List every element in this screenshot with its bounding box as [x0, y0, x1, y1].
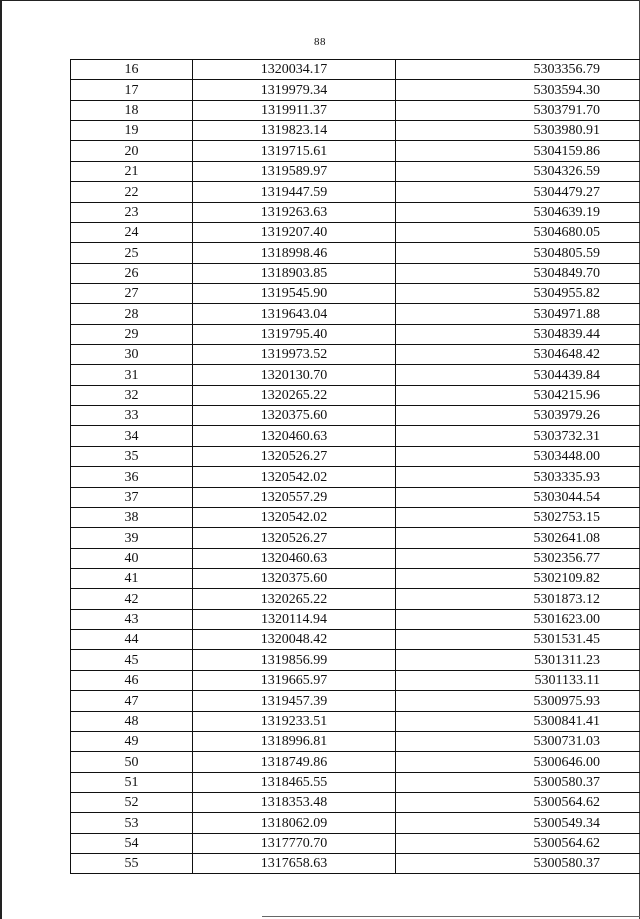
- point-number-cell: 38: [71, 507, 193, 527]
- y-coordinate-cell: 5303335.93: [396, 467, 640, 487]
- y-coordinate-cell: 5301133.11: [396, 670, 640, 690]
- table-row: [71, 345, 640, 365]
- table-row: [71, 487, 640, 507]
- point-number-cell: 31: [71, 365, 193, 385]
- table-row: [71, 630, 640, 650]
- point-number-cell: 20: [71, 141, 193, 161]
- y-coordinate-cell: 5300549.34: [396, 813, 640, 833]
- x-coordinate-cell: 1320034.17: [193, 60, 396, 80]
- x-coordinate-cell: 1320460.63: [193, 426, 396, 446]
- point-number-cell: 34: [71, 426, 193, 446]
- x-coordinate-cell: 1318749.86: [193, 752, 396, 772]
- y-coordinate-cell: 5303044.54: [396, 487, 640, 507]
- x-coordinate-cell: 1320557.29: [193, 487, 396, 507]
- point-number-cell: 26: [71, 263, 193, 283]
- y-coordinate-cell: 5304805.59: [396, 243, 640, 263]
- y-coordinate-cell: 5301531.45: [396, 630, 640, 650]
- table-row: [71, 528, 640, 548]
- coordinates-table-body: [71, 60, 640, 874]
- point-number-cell: 30: [71, 345, 193, 365]
- x-coordinate-cell: 1320265.22: [193, 589, 396, 609]
- y-coordinate-cell: 5303732.31: [396, 426, 640, 446]
- x-coordinate-cell: 1320114.94: [193, 609, 396, 629]
- point-number-cell: 27: [71, 283, 193, 303]
- scan-edge-bottom: [262, 916, 640, 917]
- y-coordinate-cell: 5304159.86: [396, 141, 640, 161]
- x-coordinate-cell: 1318998.46: [193, 243, 396, 263]
- point-number-cell: 18: [71, 100, 193, 120]
- point-number-cell: 39: [71, 528, 193, 548]
- table-row: [71, 60, 640, 80]
- point-number-cell: 53: [71, 813, 193, 833]
- table-row: [71, 365, 640, 385]
- table-row: [71, 752, 640, 772]
- table-row: [71, 670, 640, 690]
- y-coordinate-cell: 5300646.00: [396, 752, 640, 772]
- table-row: [71, 202, 640, 222]
- page-number: 88: [314, 36, 326, 48]
- point-number-cell: 52: [71, 792, 193, 812]
- table-row: [71, 772, 640, 792]
- x-coordinate-cell: 1320460.63: [193, 548, 396, 568]
- y-coordinate-cell: 5300731.03: [396, 731, 640, 751]
- x-coordinate-cell: 1320542.02: [193, 507, 396, 527]
- y-coordinate-cell: 5304849.70: [396, 263, 640, 283]
- table-row: [71, 141, 640, 161]
- x-coordinate-cell: 1319911.37: [193, 100, 396, 120]
- x-coordinate-cell: 1319823.14: [193, 121, 396, 141]
- x-coordinate-cell: 1320265.22: [193, 385, 396, 405]
- point-number-cell: 33: [71, 406, 193, 426]
- x-coordinate-cell: 1318353.48: [193, 792, 396, 812]
- point-number-cell: 54: [71, 833, 193, 853]
- y-coordinate-cell: 5301623.00: [396, 609, 640, 629]
- y-coordinate-cell: 5302753.15: [396, 507, 640, 527]
- y-coordinate-cell: 5304971.88: [396, 304, 640, 324]
- point-number-cell: 48: [71, 711, 193, 731]
- point-number-cell: 17: [71, 80, 193, 100]
- point-number-cell: 29: [71, 324, 193, 344]
- table-row: [71, 80, 640, 100]
- x-coordinate-cell: 1320130.70: [193, 365, 396, 385]
- table-row: [71, 792, 640, 812]
- table-row: [71, 263, 640, 283]
- table-row: [71, 589, 640, 609]
- x-coordinate-cell: 1320542.02: [193, 467, 396, 487]
- x-coordinate-cell: 1319233.51: [193, 711, 396, 731]
- table-row: [71, 182, 640, 202]
- x-coordinate-cell: 1319447.59: [193, 182, 396, 202]
- x-coordinate-cell: 1320526.27: [193, 446, 396, 466]
- scan-edge-left: [0, 0, 2, 919]
- x-coordinate-cell: 1320375.60: [193, 568, 396, 588]
- point-number-cell: 50: [71, 752, 193, 772]
- table-row: [71, 304, 640, 324]
- y-coordinate-cell: 5304479.27: [396, 182, 640, 202]
- point-number-cell: 42: [71, 589, 193, 609]
- table-row: [71, 446, 640, 466]
- x-coordinate-cell: 1319207.40: [193, 222, 396, 242]
- table-row: [71, 813, 640, 833]
- y-coordinate-cell: 5304648.42: [396, 345, 640, 365]
- point-number-cell: 47: [71, 691, 193, 711]
- table-row: [71, 243, 640, 263]
- point-number-cell: 51: [71, 772, 193, 792]
- x-coordinate-cell: 1320375.60: [193, 406, 396, 426]
- y-coordinate-cell: 5300975.93: [396, 691, 640, 711]
- point-number-cell: 28: [71, 304, 193, 324]
- y-coordinate-cell: 5303791.70: [396, 100, 640, 120]
- y-coordinate-cell: 5303979.26: [396, 406, 640, 426]
- y-coordinate-cell: 5302356.77: [396, 548, 640, 568]
- x-coordinate-cell: 1318062.09: [193, 813, 396, 833]
- point-number-cell: 55: [71, 854, 193, 874]
- y-coordinate-cell: 5300564.62: [396, 833, 640, 853]
- point-number-cell: 37: [71, 487, 193, 507]
- table-row: [71, 467, 640, 487]
- y-coordinate-cell: 5304215.96: [396, 385, 640, 405]
- y-coordinate-cell: 5302641.08: [396, 528, 640, 548]
- table-row: [71, 426, 640, 446]
- y-coordinate-cell: 5304955.82: [396, 283, 640, 303]
- table-row: [71, 507, 640, 527]
- x-coordinate-cell: 1319589.97: [193, 161, 396, 181]
- table-row: [71, 568, 640, 588]
- x-coordinate-cell: 1319795.40: [193, 324, 396, 344]
- x-coordinate-cell: 1319979.34: [193, 80, 396, 100]
- point-number-cell: 40: [71, 548, 193, 568]
- point-number-cell: 44: [71, 630, 193, 650]
- table-row: [71, 691, 640, 711]
- y-coordinate-cell: 5304326.59: [396, 161, 640, 181]
- point-number-cell: 24: [71, 222, 193, 242]
- y-coordinate-cell: 5300564.62: [396, 792, 640, 812]
- x-coordinate-cell: 1318903.85: [193, 263, 396, 283]
- point-number-cell: 36: [71, 467, 193, 487]
- y-coordinate-cell: 5303448.00: [396, 446, 640, 466]
- table-row: [71, 406, 640, 426]
- x-coordinate-cell: 1317770.70: [193, 833, 396, 853]
- point-number-cell: 45: [71, 650, 193, 670]
- table-row: [71, 854, 640, 874]
- table-row: [71, 222, 640, 242]
- x-coordinate-cell: 1319263.63: [193, 202, 396, 222]
- point-number-cell: 25: [71, 243, 193, 263]
- table-row: [71, 548, 640, 568]
- table-row: [71, 731, 640, 751]
- point-number-cell: 35: [71, 446, 193, 466]
- table-row: [71, 283, 640, 303]
- x-coordinate-cell: 1320526.27: [193, 528, 396, 548]
- y-coordinate-cell: 5302109.82: [396, 568, 640, 588]
- y-coordinate-cell: 5300580.37: [396, 854, 640, 874]
- y-coordinate-cell: 5303356.79: [396, 60, 640, 80]
- x-coordinate-cell: 1319665.97: [193, 670, 396, 690]
- y-coordinate-cell: 5300580.37: [396, 772, 640, 792]
- point-number-cell: 16: [71, 60, 193, 80]
- coordinates-table: [70, 59, 640, 874]
- point-number-cell: 46: [71, 670, 193, 690]
- y-coordinate-cell: 5300841.41: [396, 711, 640, 731]
- table-row: [71, 100, 640, 120]
- x-coordinate-cell: 1320048.42: [193, 630, 396, 650]
- table-row: [71, 711, 640, 731]
- x-coordinate-cell: 1319457.39: [193, 691, 396, 711]
- x-coordinate-cell: 1319973.52: [193, 345, 396, 365]
- x-coordinate-cell: 1319545.90: [193, 283, 396, 303]
- table-row: [71, 385, 640, 405]
- scan-edge-top: [0, 0, 640, 1]
- point-number-cell: 23: [71, 202, 193, 222]
- table-row: [71, 650, 640, 670]
- y-coordinate-cell: 5303594.30: [396, 80, 640, 100]
- x-coordinate-cell: 1319856.99: [193, 650, 396, 670]
- x-coordinate-cell: 1317658.63: [193, 854, 396, 874]
- y-coordinate-cell: 5304439.84: [396, 365, 640, 385]
- x-coordinate-cell: 1319643.04: [193, 304, 396, 324]
- table-row: [71, 833, 640, 853]
- y-coordinate-cell: 5304639.19: [396, 202, 640, 222]
- point-number-cell: 43: [71, 609, 193, 629]
- x-coordinate-cell: 1318465.55: [193, 772, 396, 792]
- y-coordinate-cell: 5301311.23: [396, 650, 640, 670]
- y-coordinate-cell: 5301873.12: [396, 589, 640, 609]
- point-number-cell: 41: [71, 568, 193, 588]
- point-number-cell: 19: [71, 121, 193, 141]
- x-coordinate-cell: 1319715.61: [193, 141, 396, 161]
- table-row: [71, 324, 640, 344]
- point-number-cell: 49: [71, 731, 193, 751]
- y-coordinate-cell: 5304839.44: [396, 324, 640, 344]
- y-coordinate-cell: 5304680.05: [396, 222, 640, 242]
- x-coordinate-cell: 1318996.81: [193, 731, 396, 751]
- table-row: [71, 161, 640, 181]
- table-row: [71, 121, 640, 141]
- table-row: [71, 609, 640, 629]
- point-number-cell: 21: [71, 161, 193, 181]
- point-number-cell: 22: [71, 182, 193, 202]
- point-number-cell: 32: [71, 385, 193, 405]
- y-coordinate-cell: 5303980.91: [396, 121, 640, 141]
